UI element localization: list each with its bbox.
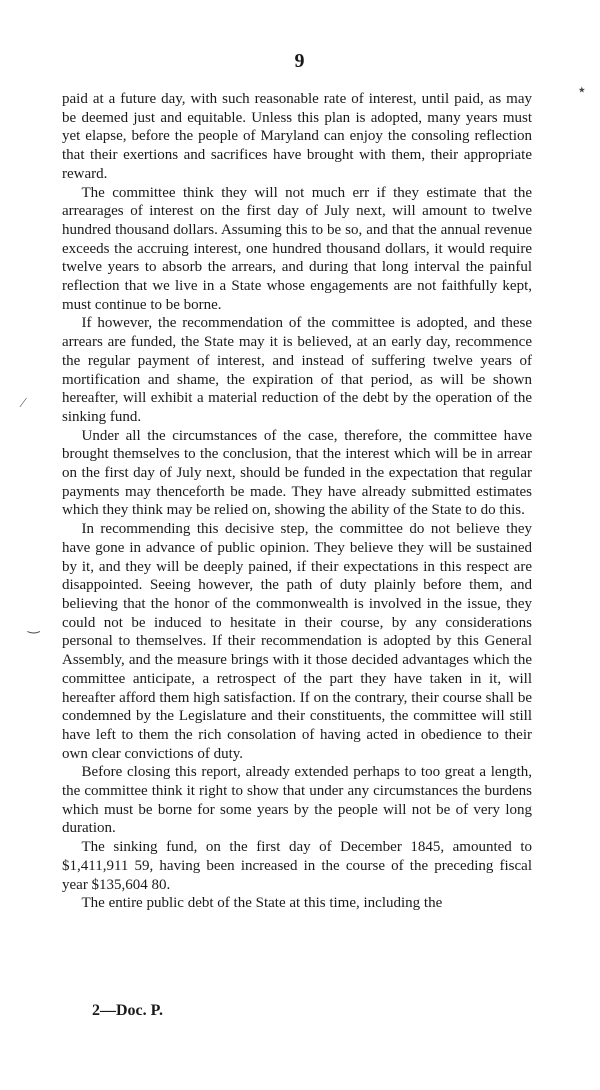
paragraph-2: The committee think they will not much err if they estimate that the arrearages of interest on the first day of July next, will amount to twelve hundred thousand dollars. Assuming this to be so, and that the annual revenue exceeds the accruing interest, one hundred thousand dollars, it would require twelve years to absorb the arrears, and during that long interval the painful reflection that we live in a State whose engagements are not faithfully kept, must continue to be borne. <box>62 184 532 313</box>
paragraph-8: The entire public debt of the State at this time, including the <box>81 895 443 912</box>
body-text <box>62 90 532 913</box>
margin-speck: ‿ <box>28 619 40 634</box>
paragraph-6: Before closing this report, already extended perhaps to too great a length, the committee think it right to show that under any circumstances the burdens which must be borne for some years by the people will not be of very long duration. <box>62 764 532 837</box>
paragraph-1: paid at a future day, with such reasonable rate of interest, until paid, as may be deemed just and equitable. Unless this plan is adopted, many years must yet elapse, before the people of Maryland can enjoy the consoling reflection that their exertions and sacrifices have brought with them, their appropriate reward. <box>62 91 532 182</box>
paragraph-5: In recommending this decisive step, the committee do not believe they have gone in advance of public opinion. They believe they will be sustained by it, and they will be deeply pained, if their expectations in this respect are disappointed. Seeing however, the path of duty plainly before them, and believing that the honor of the commonwealth is involved in the issue, they could not be induced to hesitate in their course, by any considerations personal to themselves. If their recommendation is adopted by this General Assembly, and the measure brings with it those decided advantages which the committee anticipate, a retrospect of the part they have taken in it, will hereafter afford them high satisfaction. If on the contrary, their course shall be condemned by the Legislature and their constituents, the committee will still have left to them the rich consolation of having acted in obedience to their own clear convictions of duty. <box>62 521 532 762</box>
paragraph-4: Under all the circumstances of the case, therefore, the committee have brought themselves to the conclusion, that the interest which will be in arrear on the first day of July next, should be funded in the expectation that regular payments may thenceforth be made. They have already submitted estimates which they think may be relied on, showing the ability of the State to do this. <box>62 427 532 519</box>
signature-mark: 2—Doc. P. <box>92 1002 163 1019</box>
margin-speck: ⁄ <box>22 396 25 411</box>
paragraph-7: The sinking fund, on the first day of December 1845, amounted to $1,411,911 59, having been increased in the course of the preceding fiscal year $135,604 80. <box>62 839 532 893</box>
page-number: 9 <box>294 50 306 72</box>
margin-speck: ٭ <box>578 83 586 98</box>
paragraph-3: If however, the recommendation of the committee is adopted, and these arrears are funded, the State may it is believed, at an early day, recommence the regular payment of interest, and instead of suffering twelve years of mortification and shame, the expiration of that period, as will be shown hereafter, will exhibit a material reduction of the debt by the operation of the sinking fund. <box>62 315 532 425</box>
